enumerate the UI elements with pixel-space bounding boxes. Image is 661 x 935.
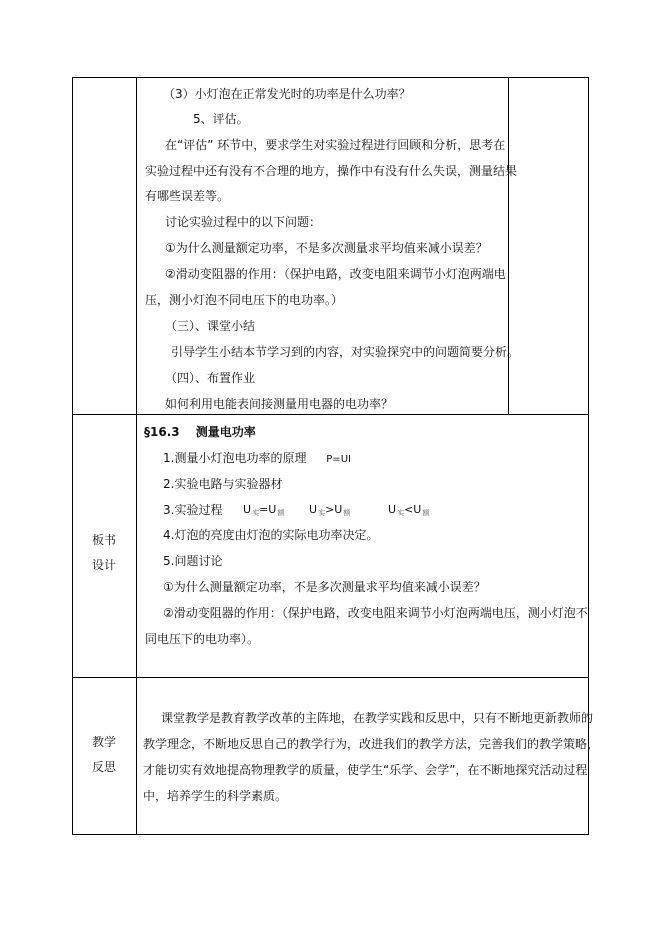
text-line: 5、评估。 [193, 112, 249, 126]
board-item: 同电压下的电功率）。 [145, 632, 260, 646]
formula-greater [309, 503, 350, 520]
formula-part: =U [259, 503, 277, 516]
formula-part: <U [404, 503, 422, 516]
board-item: 4.灯泡的亮度由灯泡的实际电功率决定。 [163, 528, 379, 542]
text-line: 引导学生小结本节学习到的内容，对实验探究中的问题简要分析。 [171, 345, 520, 359]
text-line: 压，测小灯泡不同电压下的电功率。） [145, 293, 344, 307]
formula-subscript: 实 [318, 509, 326, 517]
text-line: （三）、课堂小结 [165, 319, 256, 333]
text-line: 如何利用电能表间接测量用电器的电功率？ [165, 397, 394, 411]
label-line: 设计 [91, 558, 116, 572]
table-border-divider [136, 77, 137, 834]
text-line: 有哪些误差等。 [145, 189, 230, 203]
text-line: 中，培养学生的科学素质。 [143, 789, 288, 803]
board-item: 2.实验电路与实验器材 [163, 477, 283, 491]
text-line: （四）、布置作业 [165, 371, 256, 385]
table-border-top [72, 77, 589, 78]
formula-part: U [388, 503, 397, 516]
table-border-left [72, 77, 73, 834]
section-title [144, 425, 256, 439]
formula-part: U [309, 503, 318, 516]
table-border-bottom [72, 834, 589, 835]
reflection-label [84, 734, 124, 775]
board-design-label [84, 532, 124, 573]
formula-subscript: 额 [422, 509, 430, 517]
board-item: ②滑动变阻器的作用：（保护电路，改变电阻来调节小灯泡两端电压，测小灯泡不 [163, 606, 588, 620]
table-border-right-inner [508, 77, 509, 414]
formula-equal [243, 503, 284, 520]
text-line: ①为什么测量额定功率，不是多次测量求平均值来减小误差？ [165, 241, 488, 255]
formula-subscript: 实 [252, 509, 260, 517]
formula-part: >U [325, 503, 343, 516]
text-line: 讨论实验过程中的以下问题： [165, 215, 322, 229]
table-row-divider-1 [72, 414, 589, 415]
section-number: §16.3 [144, 425, 180, 439]
label-line: 板书 [91, 533, 116, 547]
text-line: 才能切实有效地提高物理教学的质量，使学生“乐学、会学”，在不断地探究活动过程 [143, 763, 588, 777]
formula-subscript: 额 [343, 509, 351, 517]
text-line: （3）小灯泡在正常发光时的功率是什么功率？ [163, 87, 411, 101]
board-item: 3.实验过程 [163, 503, 223, 517]
board-item: 5.问题讨论 [163, 554, 223, 568]
text-line: ②滑动变阻器的作用：（保护电路，改变电阻来调节小灯泡两端电 [165, 267, 506, 281]
board-item [163, 451, 351, 467]
table-row-divider-2 [72, 677, 589, 678]
formula-subscript: 实 [397, 509, 405, 517]
formula-less [388, 503, 429, 520]
board-item-text: 1.测量小灯泡电功率的原理 [163, 451, 307, 465]
section-title-text: 测量电功率 [195, 425, 256, 439]
formula: P=UI [326, 454, 351, 465]
board-item: ①为什么测量额定功率，不是多次测量求平均值来减小误差？ [163, 580, 486, 594]
label-line: 教学 [91, 735, 116, 749]
text-line: 教学理念，不断地反思自己的教学行为，改进我们的教学方法，完善我们的教学策略， [143, 737, 600, 751]
text-line: 在“评估” 环节中，要求学生对实验过程进行回顾和分析，思考在 [165, 138, 506, 152]
label-line: 反思 [91, 760, 116, 774]
text-line: 实验过程中还有没有不合理的地方，操作中有没有什么失误，测量结果 [145, 164, 518, 178]
formula-subscript: 额 [277, 509, 285, 517]
formula-part: U [243, 503, 252, 516]
text-line: 课堂教学是教育教学改革的主阵地，在教学实践和反思中，只有不断地更新教师的 [161, 711, 594, 725]
